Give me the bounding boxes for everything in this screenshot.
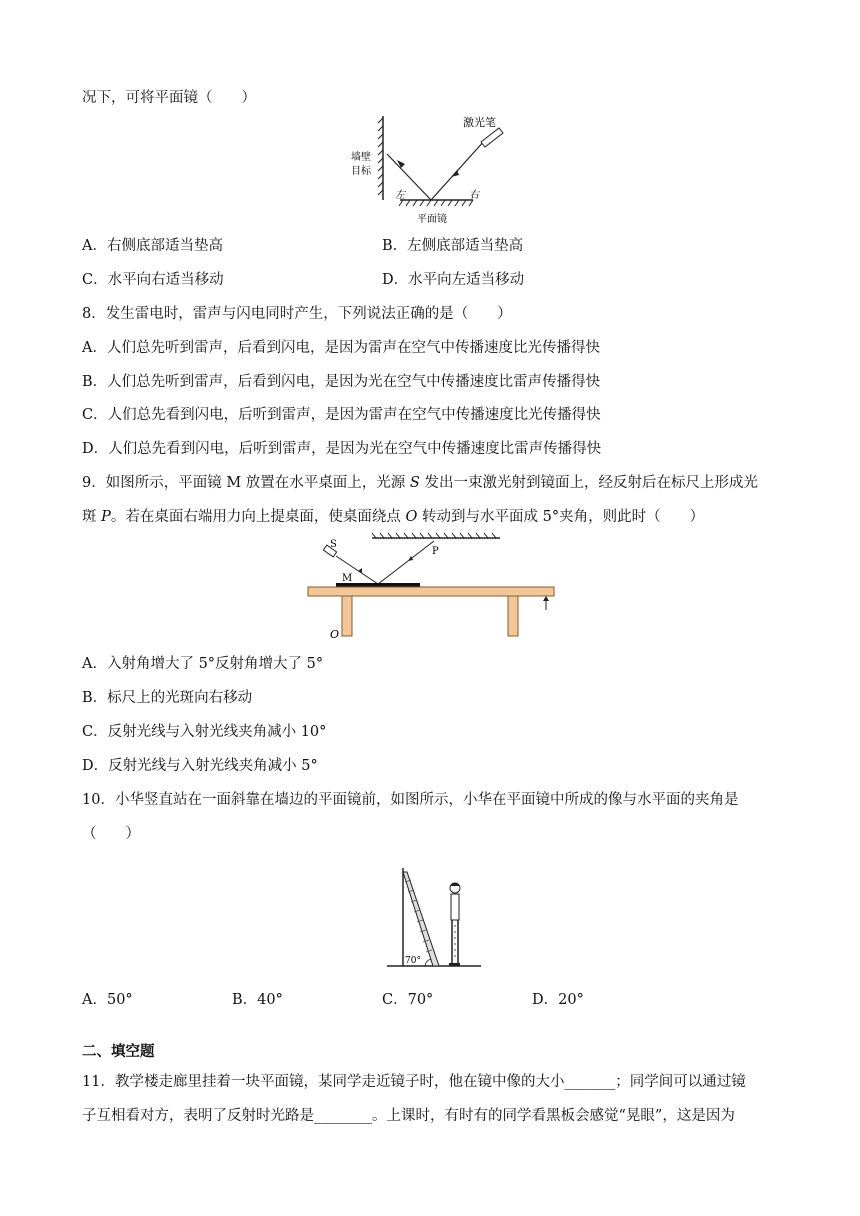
q9-option-b: B．标尺上的光斑向右移动 xyxy=(82,690,253,706)
q9-option-c: C．反射光线与入射光线夹角减小 10° xyxy=(82,724,327,740)
q7-right-label: 右 xyxy=(469,190,479,201)
q9-stem-line2: 斑 P。若在桌面右端用力向上提桌面，使桌面绕点 O 转动到与水平面成 5°夹角，则此时（ ） xyxy=(82,509,705,525)
q7-figure xyxy=(345,108,525,230)
q8-option-c: C．人们总先看到闪电，后听到雷声，是因为雷声在空气中传播速度比光传播得快 xyxy=(82,407,601,423)
q9-spot-label: P xyxy=(432,546,439,557)
q9-figure xyxy=(300,530,560,642)
q9-pivot-label: O xyxy=(330,628,340,641)
q11-line1: 11．教学楼走廊里挂着一块平面镜，某同学走近镜子时，他在镜中像的大小_______；同学间可以通过镜 xyxy=(82,1074,746,1090)
q10-stem: 10．小华竖直站在一面斜靠在墙边的平面镜前，如图所示，小华在平面镜中所成的像与水平面的夹角是 xyxy=(82,792,739,808)
q7-wall-label: 墙壁 xyxy=(351,152,371,163)
q7-option-d: D．水平向左适当移动 xyxy=(382,272,525,288)
q7-option-b: B．左侧底部适当垫高 xyxy=(382,238,524,254)
q7-mirror-label: 平面镜 xyxy=(417,214,447,225)
q10-option-a: A．50° xyxy=(82,992,133,1008)
q7-laser-label: 激光笔 xyxy=(463,116,496,129)
q7-left-label: 左 xyxy=(395,190,405,201)
q7-target-label: 目标 xyxy=(351,166,371,177)
q7-option-a: A．右侧底部适当垫高 xyxy=(82,238,223,254)
q9-mirror-label: M xyxy=(342,573,353,584)
q11-line2: 子互相看对方，表明了反射时光路是________。上课时，有时有的同学看黑板会感觉“晃眼”，这是因为 xyxy=(82,1108,735,1124)
q10-option-d: D．20° xyxy=(532,992,584,1008)
q8-option-a: A．人们总先听到雷声，后看到闪电，是因为雷声在空气中传播速度比光传播得快 xyxy=(82,340,600,356)
q10-option-c: C．70° xyxy=(382,992,434,1008)
q9-stem-line1: 9．如图所示，平面镜 M 放置在水平桌面上，光源 S 发出一束激光射到镜面上，经反射后在标尺上形成光 xyxy=(82,475,758,491)
q8-option-b: B．人们总先听到雷声，后看到闪电，是因为光在空气中传播速度比雷声传播得快 xyxy=(82,374,601,390)
q10-stem-paren: （ ） xyxy=(82,826,140,842)
q7-option-c: C．水平向右适当移动 xyxy=(82,272,224,288)
q10-figure xyxy=(385,866,485,972)
q10-option-b: B．40° xyxy=(232,992,283,1008)
section-heading: 二、填空题 xyxy=(82,1043,155,1060)
q7-stem-tail: 况下，可将平面镜（ ） xyxy=(82,90,256,106)
q8-stem: 8．发生雷电时，雷声与闪电同时产生，下列说法正确的是（ ） xyxy=(82,306,512,322)
q8-option-d: D．人们总先看到闪电，后听到雷声，是因为光在空气中传播速度比雷声传播得快 xyxy=(82,441,602,457)
q9-option-a: A．入射角增大了 5°反射角增大了 5° xyxy=(82,656,324,672)
q9-source-label: S xyxy=(330,539,337,550)
q9-option-d: D．反射光线与入射光线夹角减小 5° xyxy=(82,758,318,774)
q10-angle-label: 70° xyxy=(405,956,421,966)
